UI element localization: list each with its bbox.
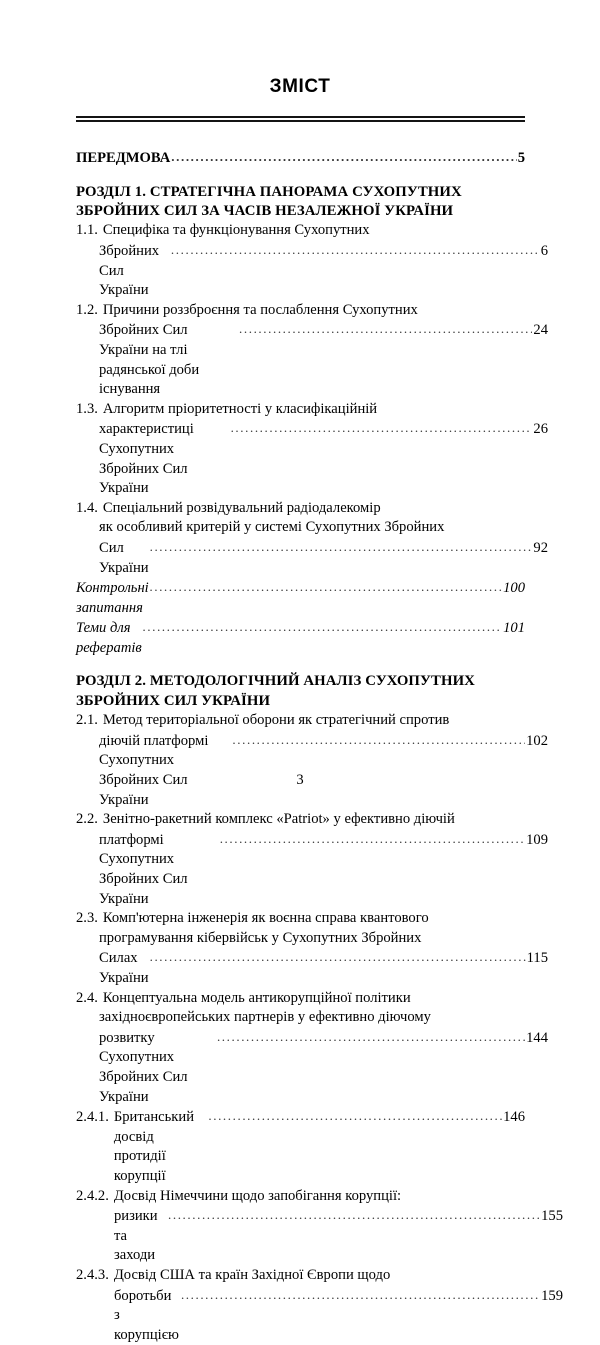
toc-entry-2-4[interactable] xyxy=(76,989,525,1108)
toc-entry-page: 6 xyxy=(541,242,548,262)
chapter-heading-line: РОЗДІЛ 1. СТРАТЕГІЧНА ПАНОРАМА СУХОПУТНИХ xyxy=(76,183,525,202)
toc-entry-page: 92 xyxy=(533,539,548,559)
toc-entry-number: 1.2. xyxy=(76,301,98,321)
toc-row xyxy=(76,1286,563,1345)
toc-row xyxy=(76,1008,548,1028)
dot-leaders xyxy=(217,1027,525,1047)
toc-entry-page: 155 xyxy=(541,1207,563,1227)
toc-entry-number: 2.4. xyxy=(76,989,98,1009)
toc-entry-2-4-2[interactable] xyxy=(76,1187,525,1266)
toc-row xyxy=(76,1028,548,1107)
toc-entry-number: 2.4.1. xyxy=(76,1108,109,1128)
dot-leaders xyxy=(150,537,533,557)
toc-entry-label-cont: Збройних Сил України на тлі радянської доби існування xyxy=(99,321,238,399)
toc-entry-label-cont: характеристиці Сухопутних Збройних Сил України xyxy=(99,420,230,498)
toc-entry-page: 101 xyxy=(503,619,525,639)
toc-entry-essay-topics-1[interactable] xyxy=(76,618,525,658)
toc-entry-label-cont: як особливий критерій у системі Сухопутних Збройних xyxy=(99,518,444,538)
dot-leaders xyxy=(232,730,525,750)
toc-entry-page: 26 xyxy=(533,420,548,440)
table-of-contents xyxy=(76,148,525,1345)
toc-entry-page: 146 xyxy=(503,1108,525,1128)
toc-entry-2-3[interactable] xyxy=(76,909,525,988)
toc-entry-label: Специфіка та функціонування Сухопутних xyxy=(98,221,370,241)
toc-entry-2-4-1[interactable] xyxy=(76,1107,525,1186)
toc-entry-number: 1.4. xyxy=(76,499,98,519)
dot-leaders xyxy=(208,1106,502,1126)
toc-row xyxy=(76,830,548,909)
toc-row xyxy=(76,499,525,519)
toc-entry-label-cont: боротьби з корупцією xyxy=(114,1287,180,1345)
toc-entry-number: 1.3. xyxy=(76,400,98,420)
toc-row xyxy=(76,419,548,498)
dot-leaders xyxy=(150,577,502,597)
dot-leaders xyxy=(143,617,502,637)
toc-entry-2-4-3[interactable] xyxy=(76,1266,525,1345)
toc-entry-number: 2.4.3. xyxy=(76,1266,109,1286)
toc-chapter-heading-2[interactable] xyxy=(76,672,525,711)
toc-row xyxy=(76,1266,525,1286)
toc-entry-page: 115 xyxy=(527,949,548,969)
toc-entry-label-cont: західноєвропейських партнерів у ефективно діючому xyxy=(99,1008,431,1028)
chapter-heading-line: ЗБРОЙНИХ СИЛ ЗА ЧАСІВ НЕЗАЛЕЖНОЇ УКРАЇНИ xyxy=(76,202,525,221)
toc-entry-number: 2.1. xyxy=(76,711,98,731)
toc-entry-label-cont: програмування кібервійськ у Сухопутних Збройних xyxy=(99,929,421,949)
toc-entry-2-2[interactable] xyxy=(76,810,525,909)
toc-entry-page: 5 xyxy=(518,149,525,169)
toc-row xyxy=(76,400,525,420)
toc-entry-label-cont: діючій платформі Сухопутних Збройних Сил України xyxy=(99,732,231,810)
toc-row xyxy=(76,518,548,538)
toc-entry-page: 144 xyxy=(526,1029,548,1049)
dot-leaders xyxy=(150,947,526,967)
toc-row xyxy=(76,1187,525,1207)
toc-entry-label-cont: платформі Сухопутних Збройних Сил України xyxy=(99,831,219,909)
toc-entry-1-4[interactable] xyxy=(76,499,525,578)
divider-line-bottom xyxy=(76,120,525,122)
toc-entry-1-1[interactable] xyxy=(76,221,525,300)
dot-leaders xyxy=(220,829,525,849)
toc-row xyxy=(76,1107,525,1186)
toc-row xyxy=(76,221,525,241)
toc-chapter-heading-1[interactable] xyxy=(76,183,525,222)
toc-entry-label: Досвід Німеччини щодо запобігання корупції: xyxy=(109,1187,401,1207)
toc-row xyxy=(76,618,525,658)
toc-entry-label: Зенітно-ракетний комплекс «Patriot» у ефективно діючій xyxy=(98,810,455,830)
toc-entry-label: Теми для рефератів xyxy=(76,619,142,658)
toc-entry-label: Метод територіальної оборони як стратегічний спротив xyxy=(98,711,449,731)
dot-leaders xyxy=(171,240,540,260)
toc-entry-label: Контрольні запитання xyxy=(76,579,149,618)
title-divider-rule xyxy=(76,116,525,122)
toc-entry-number: 2.3. xyxy=(76,909,98,929)
toc-entry-1-3[interactable] xyxy=(76,400,525,499)
toc-entry-preface[interactable] xyxy=(76,148,525,169)
page-title: ЗМІСТ xyxy=(0,76,600,98)
toc-row xyxy=(76,731,548,810)
toc-row xyxy=(76,929,548,949)
toc-entry-label: Причини роззброєння та послаблення Сухопутних xyxy=(98,301,418,321)
page-folio: 3 xyxy=(0,772,600,789)
toc-entry-label: Досвід США та країн Західної Європи щодо xyxy=(109,1266,390,1286)
dot-leaders xyxy=(181,1285,540,1305)
toc-entry-page: 24 xyxy=(533,321,548,341)
toc-row xyxy=(76,538,548,578)
toc-row xyxy=(76,241,548,301)
chapter-heading-line: ЗБРОЙНИХ СИЛ УКРАЇНИ xyxy=(76,692,525,711)
toc-entry-2-1[interactable] xyxy=(76,711,525,810)
toc-entry-page: 109 xyxy=(526,831,548,851)
toc-row xyxy=(76,909,525,929)
toc-row xyxy=(76,301,525,321)
toc-entry-label: ПЕРЕДМОВА xyxy=(76,149,170,169)
toc-entry-label-cont: Силах України xyxy=(99,949,149,988)
toc-entry-label-cont: Сил України xyxy=(99,539,149,578)
toc-entry-label-cont: ризики та заходи xyxy=(114,1207,167,1266)
toc-entry-label: Концептуальна модель антикорупційної політики xyxy=(98,989,411,1009)
toc-entry-1-2[interactable] xyxy=(76,301,525,400)
toc-entry-number: 2.4.2. xyxy=(76,1187,109,1207)
toc-entry-control-questions-1[interactable] xyxy=(76,578,525,618)
toc-entry-label-cont: Збройних Сил України xyxy=(99,242,170,301)
toc-row xyxy=(76,320,548,399)
toc-entry-label-cont: розвитку Сухопутних Збройних Сил України xyxy=(99,1029,216,1107)
toc-row xyxy=(76,578,525,618)
toc-row xyxy=(76,148,525,169)
toc-entry-page: 159 xyxy=(541,1287,563,1307)
toc-row xyxy=(76,1206,563,1266)
toc-entry-page: 102 xyxy=(526,732,548,752)
toc-entry-label: Алгоритм пріоритетності у класифікаційній xyxy=(98,400,377,420)
toc-entry-label: Комп'ютерна інженерія як воєнна справа квантового xyxy=(98,909,429,929)
chapter-heading-line: РОЗДІЛ 2. МЕТОДОЛОГІЧНИЙ АНАЛІЗ СУХОПУТНИХ xyxy=(76,672,525,691)
divider-line-top xyxy=(76,116,525,118)
toc-row xyxy=(76,989,525,1009)
toc-entry-label: Спеціальний розвідувальний радіодалекомір xyxy=(98,499,381,519)
dot-leaders xyxy=(168,1205,540,1225)
toc-entry-label: Британський досвід протидії корупції xyxy=(109,1108,208,1186)
dot-leaders xyxy=(171,147,516,167)
dot-leaders xyxy=(231,418,533,438)
dot-leaders xyxy=(239,319,532,339)
toc-entry-page: 100 xyxy=(503,579,525,599)
toc-row xyxy=(76,810,525,830)
toc-row xyxy=(76,948,548,988)
toc-entry-number: 2.2. xyxy=(76,810,98,830)
toc-entry-number: 1.1. xyxy=(76,221,98,241)
toc-row xyxy=(76,711,525,731)
